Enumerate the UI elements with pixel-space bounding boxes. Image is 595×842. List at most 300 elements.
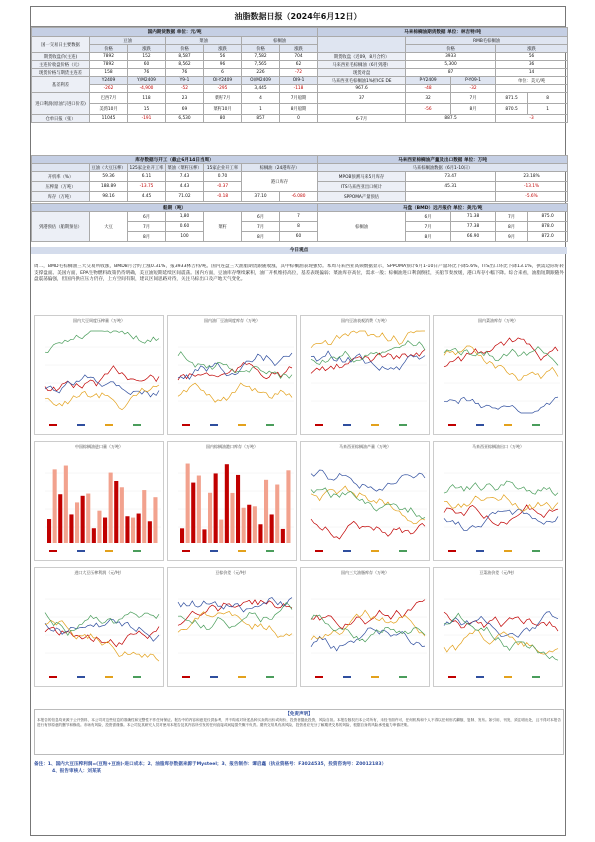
cell: 8月船期	[280, 104, 318, 115]
cell: 8月	[496, 222, 528, 232]
table-row	[32, 172, 568, 182]
legend-swatch	[532, 424, 540, 426]
row-label: 库存（万吨）	[32, 192, 90, 202]
legend-swatch	[182, 676, 190, 678]
cell: 77.38	[451, 222, 496, 232]
disclaimer-title: 【免责声明】	[285, 712, 313, 717]
cell: 887.5	[406, 115, 496, 123]
cell: 23	[166, 93, 204, 104]
chart-series-line	[178, 353, 292, 379]
legend-swatch	[504, 550, 512, 552]
chart-title: 马来西亚棕榈油出口（万吨）	[472, 444, 524, 449]
cell: 60	[128, 61, 166, 69]
legend-swatch	[210, 424, 218, 426]
chart-thumbnail	[300, 567, 430, 687]
chart-plot	[37, 325, 163, 431]
legend-swatch	[266, 550, 274, 552]
chart-title: 国内豆油表观消费（万吨）	[341, 318, 389, 323]
chart-plot	[436, 451, 562, 557]
chart-bar	[208, 493, 212, 543]
cell: 6月	[406, 212, 451, 222]
cell: 美湾10月	[90, 104, 128, 115]
cell: 36	[496, 61, 568, 69]
cell: -32	[451, 85, 496, 93]
col-price: 价格	[90, 45, 128, 53]
cell: -0.37	[204, 182, 242, 192]
legend-swatch	[210, 550, 218, 552]
chart-series-line	[444, 495, 558, 511]
cell: 8,562	[166, 61, 204, 69]
cell: 8,587	[166, 53, 204, 61]
legend-swatch	[49, 550, 57, 552]
cell: 8月	[242, 232, 280, 242]
view-title: 今日观点	[31, 247, 567, 254]
col-chg: 涨跌	[496, 45, 568, 53]
legend-swatch	[49, 424, 57, 426]
cell: -118	[280, 85, 318, 93]
table-row	[32, 93, 568, 104]
cell: 69	[166, 104, 204, 115]
cell: -52	[166, 85, 204, 93]
chart-bar	[109, 473, 113, 543]
legend-swatch	[210, 676, 218, 678]
chart-bar	[137, 514, 141, 543]
legend-swatch	[77, 550, 85, 552]
chart-series-line	[45, 366, 159, 391]
chart-bar	[219, 520, 223, 543]
cell: 6月	[242, 212, 280, 222]
legend-swatch	[315, 424, 323, 426]
cell: 7.43	[166, 172, 204, 182]
chart-bar	[253, 506, 257, 543]
row-label: SPPOMA产量预估	[318, 192, 406, 202]
ratio-unit: 单位：美元/吨	[496, 77, 568, 85]
chart-bar	[286, 470, 290, 543]
cell: 37	[318, 93, 406, 104]
chart-bar	[225, 464, 229, 543]
chart-bar	[114, 481, 118, 543]
chart-series-line	[45, 619, 159, 641]
chart-bar	[131, 518, 135, 543]
cell: 118	[128, 93, 166, 104]
cell: 6-7月	[318, 115, 406, 123]
row-label: 主连价收盘价格（元）	[32, 61, 90, 69]
chart-title: 进口大豆压榨利润（元/吨）	[74, 570, 124, 575]
malaysia-head: 马来棕榈油期货数据 单位：林吉特/吨	[318, 28, 568, 37]
cell: 66.90	[451, 232, 496, 242]
ship-label: 到港预估（船期预估）	[32, 212, 90, 242]
chart-plot	[170, 325, 296, 431]
chart-plot	[303, 577, 429, 683]
cell: 23.18%	[496, 172, 568, 182]
cell: 5,300	[406, 61, 496, 69]
disclaimer-box	[34, 709, 564, 755]
chart-series-line	[311, 486, 425, 524]
col-rate: 125家企业开工率	[128, 164, 166, 172]
note-line: 4、报告审核人：刘某某	[52, 769, 102, 774]
notes	[34, 761, 564, 775]
legend-swatch	[399, 676, 407, 678]
cell: 7月	[451, 93, 496, 104]
chart-series-line	[311, 519, 425, 539]
row-label: 马来西亚毛棕榈油（6月到港）	[318, 61, 406, 69]
cell: OI/M2409	[242, 77, 280, 85]
cell: 菜籽7月	[204, 93, 242, 104]
chart-thumbnail	[167, 315, 297, 435]
chart-thumbnail	[167, 567, 297, 687]
chart-bar	[86, 494, 90, 543]
chart-thumbnail	[34, 315, 164, 435]
cell: 158	[90, 69, 128, 77]
cell: 4	[242, 93, 280, 104]
legend-swatch	[77, 424, 85, 426]
cell: Y/M2409	[128, 77, 166, 85]
chart-bar	[202, 529, 206, 543]
cell: 37.10	[242, 192, 280, 202]
cell: -5.6%	[496, 192, 568, 202]
row-label: 开机率（%）	[32, 172, 90, 182]
table-row	[32, 77, 568, 85]
col-rate: 15家企业开工率	[204, 164, 242, 172]
chart-bar	[264, 480, 268, 543]
bmd-head: 马盘（BMD）远月报价 单位：美元/吨	[318, 204, 568, 212]
cell: 871.5	[496, 93, 528, 104]
chart-plot	[436, 577, 562, 683]
chart-bar	[92, 528, 96, 543]
chart-series-line	[178, 598, 292, 612]
chart-bar	[125, 516, 129, 543]
legend-swatch	[504, 424, 512, 426]
legend-swatch	[448, 676, 456, 678]
malaysia-supply-head: 马来西亚棕榈油产量及出口数据 单位：万吨	[318, 156, 568, 164]
chart-bar	[81, 496, 85, 543]
chart-title: 豆菜油价差（元/吨）	[479, 570, 517, 575]
cell: 1	[242, 104, 280, 115]
chart-series-line	[178, 383, 292, 402]
col-mal: 马来棕榈油数据（6月1-10日）	[318, 164, 568, 172]
cell: 59.36	[90, 172, 128, 182]
legend-swatch	[448, 424, 456, 426]
mal-blank	[318, 37, 406, 53]
cell: 7月	[496, 212, 528, 222]
legend-swatch	[238, 424, 246, 426]
import-label: 进口利润(原油与进口价差)	[32, 93, 90, 115]
cell	[496, 85, 568, 93]
chart-title: 国内菜油库存（万吨）	[478, 318, 518, 323]
cell: 76	[166, 69, 204, 77]
ratio-value: 967.6	[318, 85, 406, 93]
cell: 菜籽	[204, 212, 242, 242]
cell: -56	[406, 104, 451, 115]
chart-thumbnail	[167, 441, 297, 561]
chart-bar	[186, 464, 190, 543]
cell: 188.89	[90, 182, 128, 192]
legend-swatch	[343, 424, 351, 426]
legend-swatch	[371, 676, 379, 678]
chart-series-line	[444, 612, 558, 631]
chart-thumbnail	[300, 441, 430, 561]
table-row	[32, 104, 568, 115]
legend-swatch	[105, 676, 113, 678]
cell	[318, 104, 406, 115]
chart-bar	[148, 521, 152, 543]
chart-bar	[214, 473, 218, 543]
legend-swatch	[399, 550, 407, 552]
chart-plot	[37, 577, 163, 683]
row-label: MPOB预测马来5月库存	[318, 172, 406, 182]
legend-swatch	[532, 550, 540, 552]
view-paragraph: 周二，BMD毛棕榈油三大交易所收涨，BMD8月合约上涨0.31%，报3933林吉特/吨。国内连盘三大油脂期货跟随收涨，其中棕榈油表现强势。本周马来西亚高频数据显示，SPPOMA预计6月1-10日产量环比下降5.6%，ITS出口环比下降13.1%，供需边际好转支撑盘面。美国方面，EPA生物燃料政策仍待明确，美豆油短期延续区间震荡。国内方面，豆油库存继续累积，油厂开机维持高位，基差表现偏弱；菜油库存高位，需求一般；棕榈油进口利润倒挂，买船节奏放缓，港口库存小幅下降。综合来看，油脂短期跟随外盘震荡偏强，但国内供应压力仍存，上方空间有限，建议区间思路对待，关注马棕出口及产地天气变化。	[34, 264, 564, 283]
cell: -3	[496, 115, 568, 123]
row-label: 压榨量（万吨）	[32, 182, 90, 192]
legend-swatch	[133, 424, 141, 426]
cell: 7,565	[242, 61, 280, 69]
row-label: 期货收盘价(主连)	[32, 53, 90, 61]
chart-bar	[236, 475, 240, 543]
legend-swatch	[476, 550, 484, 552]
chart-bar	[270, 514, 274, 543]
legend-swatch	[371, 550, 379, 552]
cell: 巴西7月	[90, 93, 128, 104]
cell: 32	[406, 93, 451, 104]
legend-swatch	[532, 676, 540, 678]
supply-head: 库存数据与开工（截止6月14日当周）	[32, 156, 318, 164]
cell: 704	[280, 53, 318, 61]
cell: 0.70	[204, 172, 242, 182]
cell: 7892	[90, 61, 128, 69]
legend-swatch	[238, 550, 246, 552]
cell: 棕榈油	[318, 212, 406, 242]
chart-series-line	[444, 397, 558, 413]
legend-swatch	[133, 550, 141, 552]
cell: 8月	[406, 232, 451, 242]
chart-bar	[97, 511, 101, 543]
chart-bar	[230, 493, 234, 543]
rmb-palm-head: RMB毛棕榈油	[406, 37, 568, 45]
cell: 4.43	[166, 182, 204, 192]
chart-thumbnail	[433, 441, 563, 561]
cell: 港口库存	[242, 172, 318, 192]
cell: 857	[242, 115, 280, 123]
col-chg: 涨跌	[128, 45, 166, 53]
warehouse-label: 仓单日报（张）	[32, 115, 90, 123]
cell: 9月	[496, 232, 528, 242]
chart-bar	[153, 497, 157, 543]
cell: -6.080	[280, 192, 318, 202]
cell: 15	[128, 104, 166, 115]
ratio-label: 马来西亚毛棕榈油1%折ICE DE	[318, 77, 406, 85]
row-label: ITS马来西亚出口统计	[318, 182, 406, 192]
legend-swatch	[315, 550, 323, 552]
soy-head: 豆油	[90, 37, 166, 45]
cell: 菜籽10月	[204, 104, 242, 115]
table-row	[32, 53, 568, 61]
chart-series-line	[444, 347, 558, 366]
cell: 7892	[90, 53, 128, 61]
chart-bar	[69, 514, 73, 543]
cell: 7月	[242, 222, 280, 232]
table-row	[32, 61, 568, 69]
cell: 80	[204, 115, 242, 123]
legend-swatch	[371, 424, 379, 426]
chart-series-line	[444, 346, 558, 380]
cell: -4,900	[128, 85, 166, 93]
cell: -13.75	[128, 182, 166, 192]
cell: 7,582	[242, 53, 280, 61]
chart-bar	[47, 519, 51, 543]
cell	[406, 192, 496, 202]
chart-thumbnail	[433, 315, 563, 435]
cell: 3933	[406, 53, 496, 61]
cell: -13.1%	[496, 182, 568, 192]
chart-plot	[303, 325, 429, 431]
col-chg: 涨跌	[280, 45, 318, 53]
chart-bar	[103, 518, 107, 543]
cell: 8月	[128, 232, 166, 242]
chart-thumbnail	[34, 441, 164, 561]
ship-table	[31, 203, 568, 242]
cell: 大豆	[90, 212, 128, 242]
cell: 7月船期	[280, 93, 318, 104]
cell: -0.18	[204, 192, 242, 202]
supply-table	[31, 155, 568, 202]
table-row	[32, 192, 568, 202]
chart-bar	[247, 505, 251, 543]
col-price: 价格	[406, 45, 496, 53]
cell: P-Y2409	[406, 77, 451, 85]
chart-bar	[64, 466, 68, 543]
blank	[32, 164, 90, 172]
cell: 152	[128, 53, 166, 61]
chart-bar	[191, 483, 195, 543]
col-soy: 豆油（大豆压榨）	[91, 165, 126, 171]
row-label: 期货收盘（近09，8月合约）	[318, 53, 406, 61]
cell: 4.45	[128, 192, 166, 202]
col-palm: 棕榈油（24港库存）	[242, 164, 318, 172]
cell: 71.38	[451, 212, 496, 222]
cell: Y9-1	[166, 77, 204, 85]
chart-title: 国内大豆周度压榨量（万吨）	[73, 318, 125, 323]
cell: 62	[280, 61, 318, 69]
legend-swatch	[266, 424, 274, 426]
cell: P-Y09-1	[451, 77, 496, 85]
cell: 87	[406, 69, 496, 77]
chart-bar	[53, 469, 57, 543]
col-price: 价格	[242, 45, 280, 53]
legend-swatch	[105, 550, 113, 552]
cell: 76	[128, 69, 166, 77]
cell: 0.60	[166, 222, 204, 232]
chart-plot	[436, 325, 562, 431]
cell: 1,80	[166, 212, 204, 222]
table-row	[32, 85, 568, 93]
cell: 8	[528, 93, 568, 104]
table-row	[32, 212, 568, 222]
cell: 11045	[90, 115, 128, 123]
cell: 6	[204, 69, 242, 77]
legend-swatch	[343, 550, 351, 552]
report-title: 油脂数据日报（2024年6月12日）	[31, 7, 565, 27]
cell: 56	[204, 53, 242, 61]
report-page	[30, 6, 566, 836]
domestic-head: 国内期货数据 单位：元/吨	[32, 28, 318, 37]
chart-bar	[242, 508, 246, 543]
cell: 98.16	[90, 192, 128, 202]
cell: 878.0	[528, 222, 568, 232]
chart-plot	[37, 451, 163, 557]
col-chg: 涨跌	[204, 45, 242, 53]
domestic-label: 国一交易日主要数据	[32, 37, 90, 53]
chart-title: 国内棕榈油港口库存（万吨）	[206, 444, 258, 449]
cell: 8月	[451, 104, 496, 115]
legend-swatch	[476, 676, 484, 678]
chart-plot	[303, 451, 429, 557]
cell: -295	[204, 85, 242, 93]
col-rape: 菜油（菜籽压榨）	[167, 165, 202, 171]
cell: 7月	[406, 222, 451, 232]
cell: OI9-1	[280, 77, 318, 85]
cell: 6,530	[166, 115, 204, 123]
cell: 100	[166, 232, 204, 242]
cell: 14	[496, 69, 568, 77]
chart-title: 豆棕价差（元/吨）	[215, 570, 249, 575]
legend-swatch	[182, 550, 190, 552]
cell: 1	[528, 104, 568, 115]
cell: 870.5	[496, 104, 528, 115]
chart-series-line	[45, 612, 159, 635]
cell: 96	[204, 61, 242, 69]
cell: 226	[242, 69, 280, 77]
chart-thumbnail	[433, 567, 563, 687]
row-label: 现货对盘	[318, 69, 406, 77]
futures-table	[31, 27, 568, 123]
legend-swatch	[315, 676, 323, 678]
chart-series-line	[45, 331, 159, 353]
chart-plot	[170, 451, 296, 557]
ship-head: 船期（吨）	[32, 204, 318, 212]
legend-swatch	[77, 676, 85, 678]
chart-title: 中国棕榈油进口量（万吨）	[75, 444, 123, 449]
chart-title: 国内油厂豆油周度库存（万吨）	[204, 318, 260, 323]
cell: 0	[280, 115, 318, 123]
legend-swatch	[399, 424, 407, 426]
col-price: 价格	[166, 45, 204, 53]
chart-bar	[58, 494, 62, 543]
chart-series-line	[311, 331, 425, 348]
cell: 71.02	[166, 192, 204, 202]
chart-bar	[75, 502, 79, 543]
cell: 60	[280, 232, 318, 242]
note-line: 备注：1、国内大豆压榨利润=(豆粕+豆油)-进口成本；2、油脂库存数据来源于Mysteel；3、报告制作：谭启鑫（执业资格号：F3024535，投资咨询号：Z0012183）	[34, 762, 387, 767]
chart-series-line	[444, 481, 558, 496]
legend-swatch	[504, 676, 512, 678]
cell: 6月	[128, 212, 166, 222]
chart-thumbnail	[34, 567, 164, 687]
legend-swatch	[266, 676, 274, 678]
legend-swatch	[238, 676, 246, 678]
rapeseed-head: 菜油	[166, 37, 242, 45]
chart-series-line	[311, 610, 425, 640]
cell: Y2409	[90, 77, 128, 85]
cell: -72	[280, 69, 318, 77]
chart-bar	[142, 490, 146, 543]
cell: 7	[280, 212, 318, 222]
cell: 875.0	[528, 212, 568, 222]
legend-swatch	[343, 676, 351, 678]
cell: -191	[128, 115, 166, 123]
cell: -262	[90, 85, 128, 93]
palm-head: 棕榈油	[242, 37, 318, 45]
